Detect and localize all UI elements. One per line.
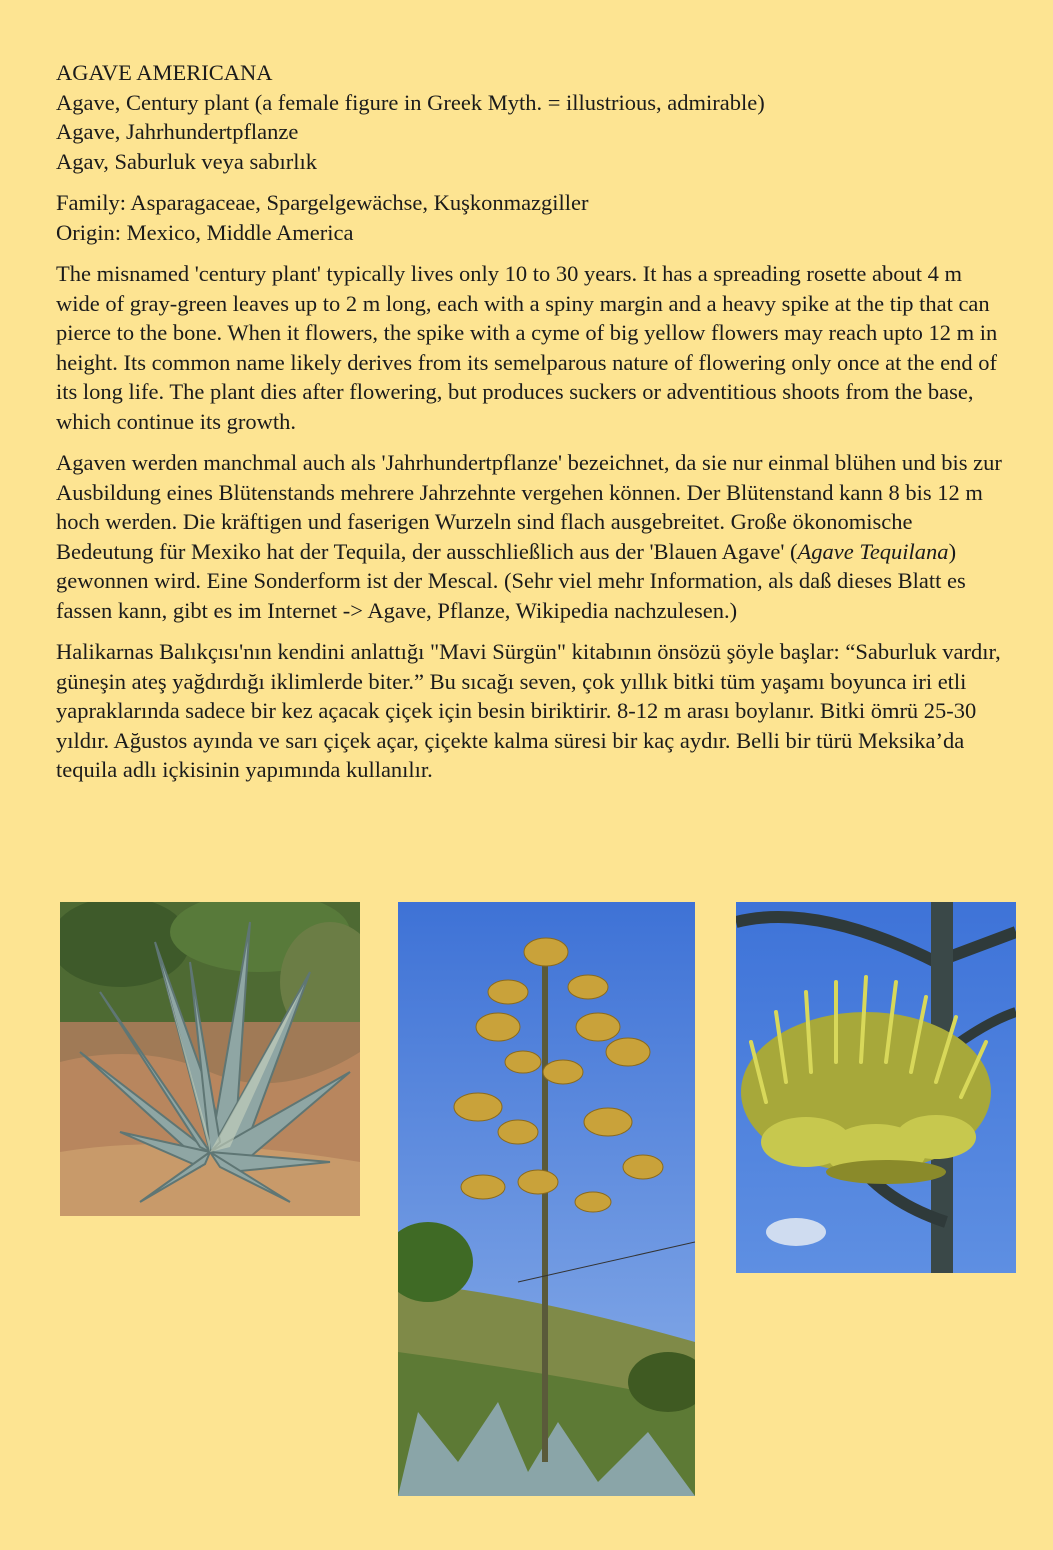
family-line: Family: Asparagaceae, Spargelgewächse, Kuşkonmazgiller [56,190,589,215]
species-title: AGAVE AMERICANA [56,60,273,85]
turkish-paragraph: Halikarnas Balıkçısı'nın kendini anlattığı "Mavi Sürgün" kitabının önsözü şöyle başlar: “Saburluk vardır, güneşin ateş yağdırdığı iklimlerde biter.” Bu sıcağı seven, çok yıllık bitki tüm yaşamı boyunca iri etli yapraklarında sadece bir kez açacak çiçek için besin biriktirir. 8-12 m arası boylanır. Bitki ömrü 25-30 yıldır. Ağustos ayında ve sarı çiçek açar, çiçekte kalma süresi bir kaç aydır. Belli bir türü Meksika’da tequila adlı içkisinin yapımında kullanılır. [56,639,1001,782]
taxonomy-block [56,188,1006,247]
origin-line: Origin: Mexico, Middle America [56,219,354,245]
name-english: Agave, Century plant (a female figure in Greek Myth. = illustrious, admirable) [56,89,765,115]
german-text-start: Agaven werden manchmal auch als 'Jahrhundertpflanze' bezeichnet, da sie nur einmal blühen und bis zur Ausbildung eines Blütenstands mehrere Jahrzehnte vergehen können. Der Blütenstand kann 8 bis 12 m hoch werden. Die kräftigen und faserigen Wurzeln sind flach ausgebreitet. Große ökonomische Bedeutung für Mexiko hat der Tequila, der ausschließlich aus der 'Blauen Agave' ( [56,450,1002,564]
name-turkish: Agav, Saburluk veya sabırlık [56,148,317,174]
english-paragraph: The misnamed 'century plant' typically lives only 10 to 30 years. It has a spreading rosette about 4 m wide of gray-green leaves up to 2 m long, each with a spiny margin and a heavy spike at the tip that can pierce to the bone. When it flowers, the spike with a cyme of big yellow flowers may reach upto 12 m in height. Its common name likely derives from its semelparous nature of flowering only once at the end of its long life. The plant dies after flowering, but produces suckers or adventitious shoots from the base, which continue its growth. [56,261,998,434]
name-german: Agave, Jahrhundertpflanze [56,119,299,144]
flower-closeup-photo [736,902,1016,1273]
german-paragraph [56,448,1006,625]
name-block [56,58,1006,176]
agave-rosette-photo [60,902,360,1216]
german-species-italic: Agave Tequilana [797,538,949,564]
german-text-end: ) gewonnen wird. Eine Sonderform ist der Mescal. (Sehr viel mehr Information, als daß dieses Blatt es fassen kann, gibt es im Internet -> Agave, Pflanze, Wikipedia nachzulesen.) [56,538,966,623]
article [56,58,1006,797]
flowering-spike-photo [398,902,695,1496]
